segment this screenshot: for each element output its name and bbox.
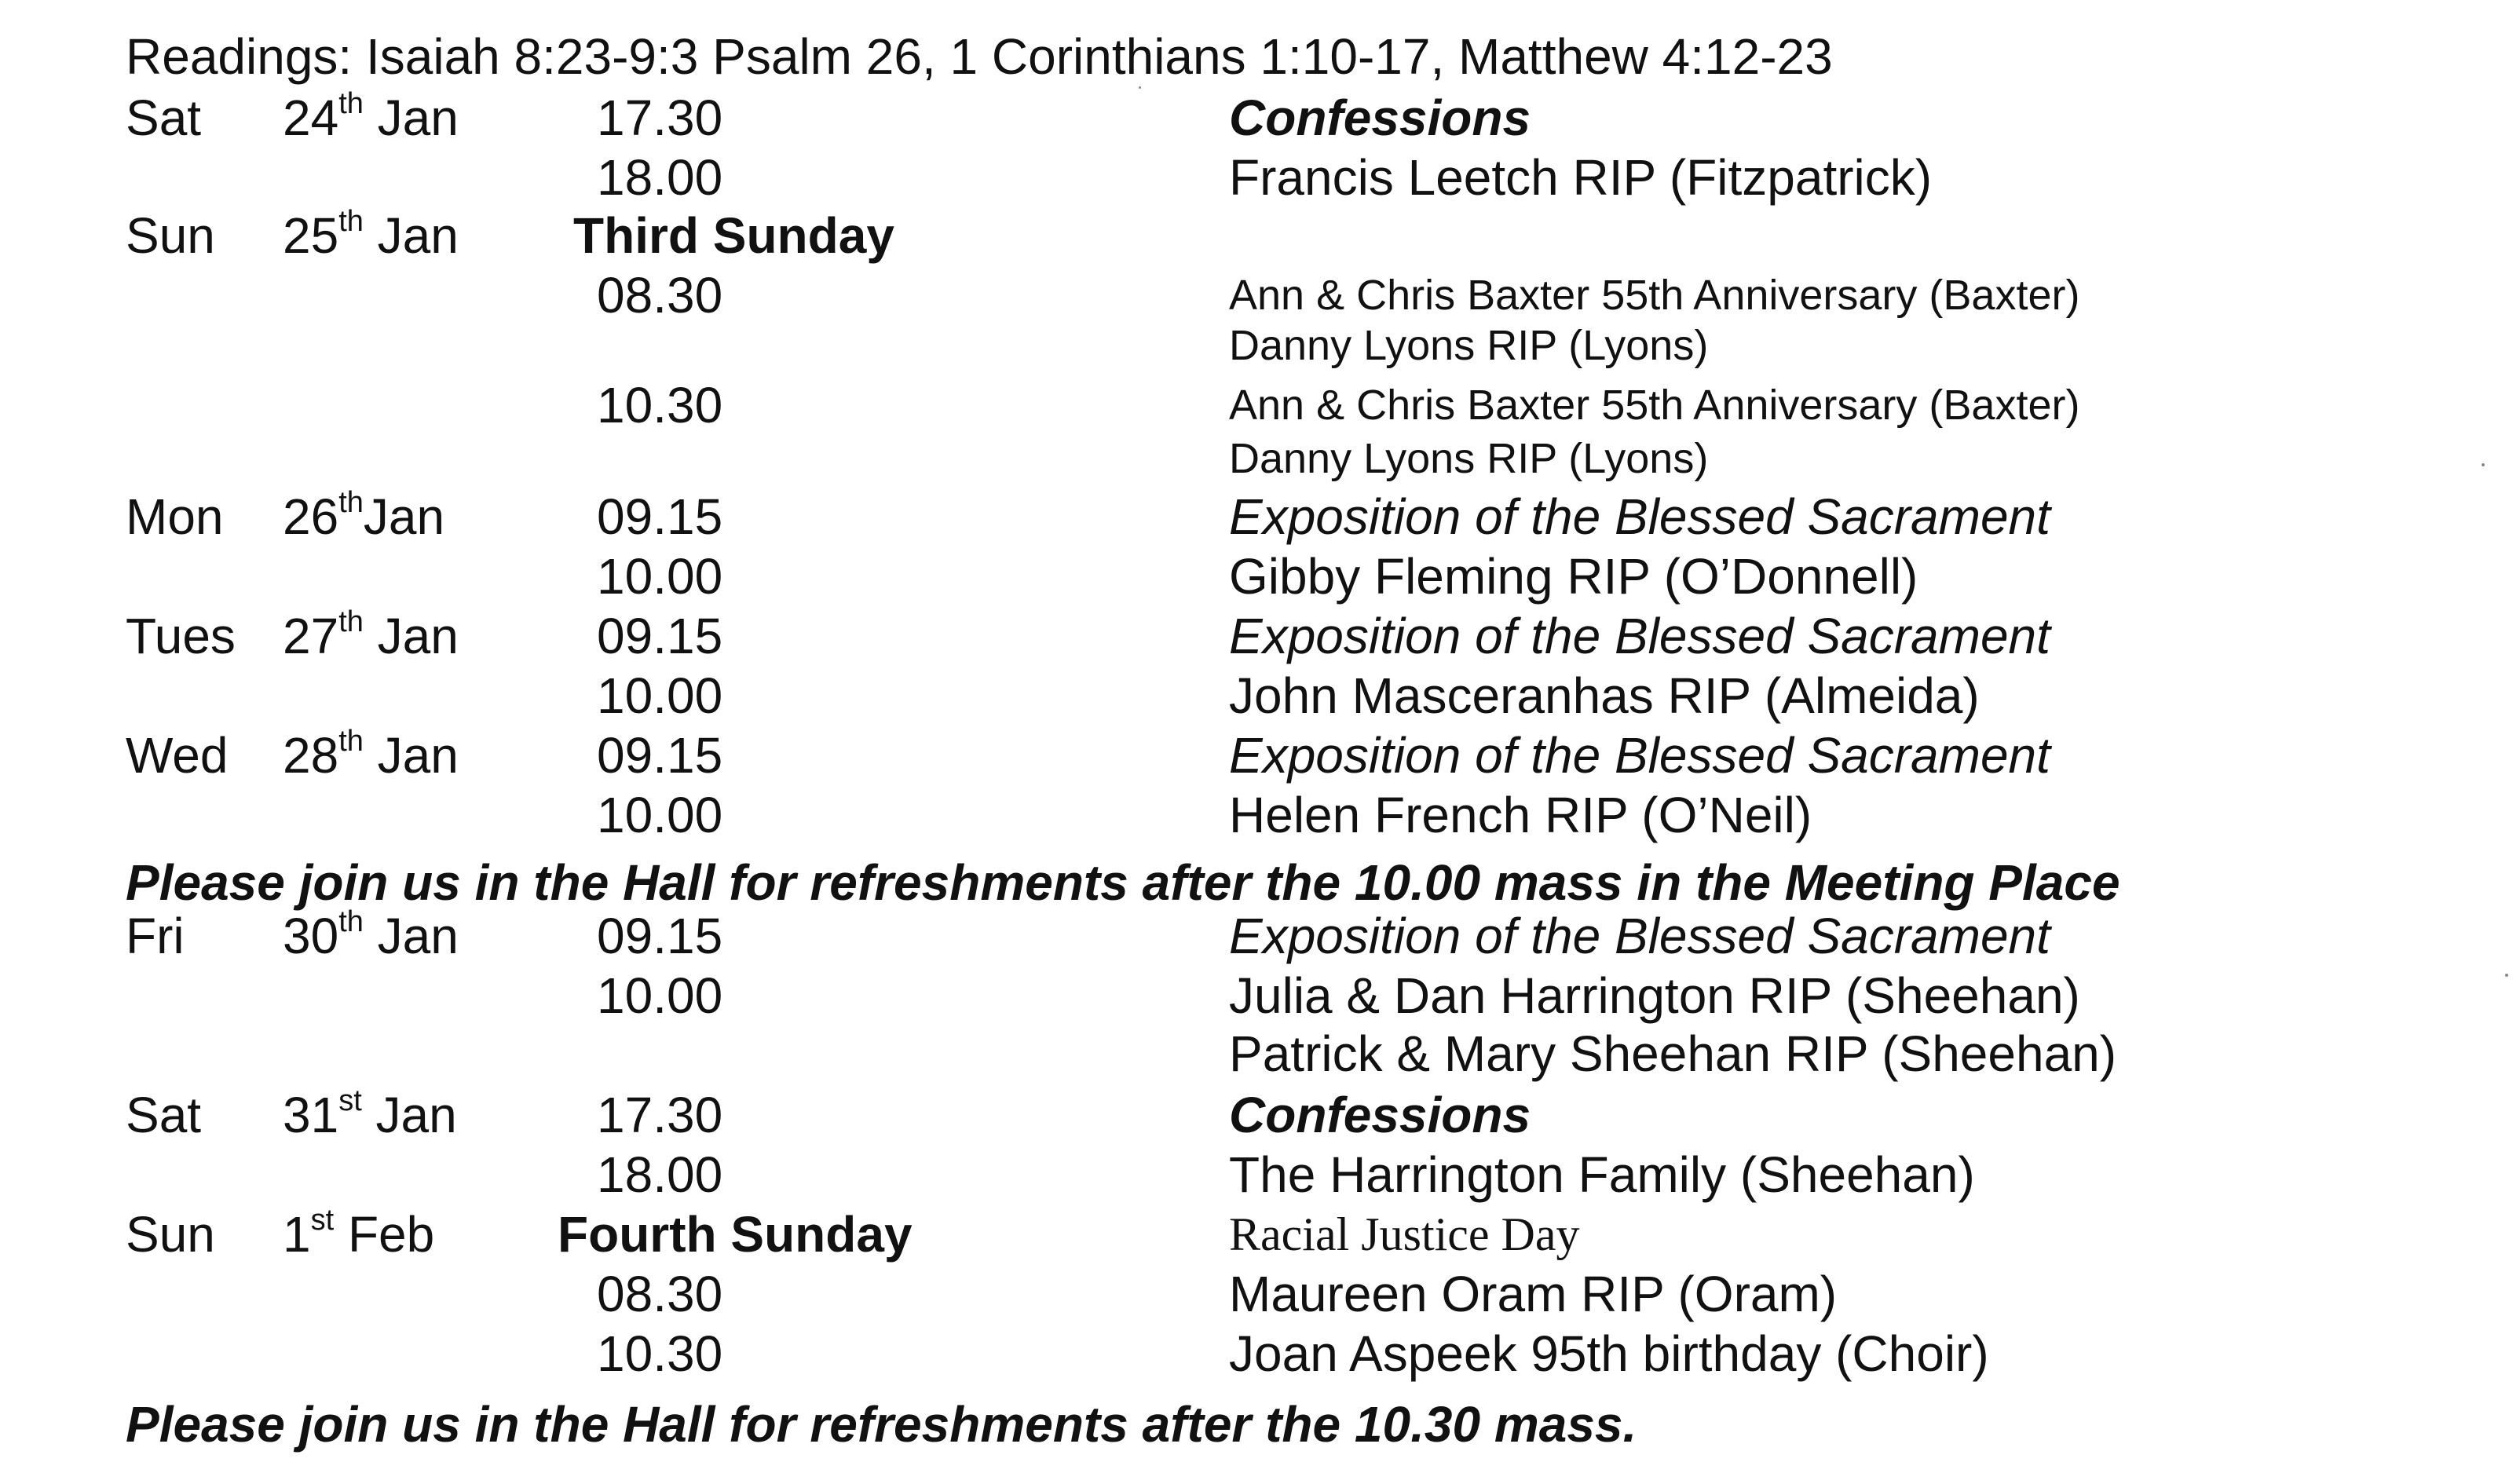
time-label: 17.30 [597, 1087, 723, 1143]
notice-text: Please join us in the Hall for refreshments after the 10.00 mass in the Meeting Place [126, 854, 2120, 911]
scan-speck [2505, 974, 2508, 977]
time-label: 10.00 [597, 667, 723, 724]
service-description: Racial Justice Day [1229, 1208, 1580, 1260]
service-description: Gibby Fleming RIP (O’Donnell) [1229, 548, 1918, 605]
service-description: Exposition of the Blessed Sacrament [1229, 727, 2050, 784]
schedule-row [0, 1203, 2520, 1266]
schedule-row [0, 146, 2520, 209]
service-description: Patrick & Mary Sheehan RIP (Sheehan) [1229, 1025, 2117, 1082]
time-label: 10.30 [597, 1325, 723, 1382]
schedule-row [0, 724, 2520, 787]
time-label: 18.00 [597, 1146, 723, 1203]
service-description: Francis Leetch RIP (Fitzpatrick) [1229, 149, 1933, 206]
readings-text: Readings: Isaiah 8:23-9:3 Psalm 26, 1 Corinthians 1:10-17, Matthew 4:12-23 [126, 28, 1833, 85]
schedule-row [0, 86, 2520, 149]
time-label: 09.15 [597, 727, 723, 784]
time-label: 09.15 [597, 488, 723, 545]
schedule-row [0, 1143, 2520, 1206]
service-description: Exposition of the Blessed Sacrament [1229, 488, 2050, 545]
date-label: 28th Jan [283, 724, 459, 784]
schedule-row [0, 1263, 2520, 1325]
service-description: John Masceranhas RIP (Almeida) [1229, 667, 1980, 724]
date-label: 27th Jan [283, 605, 459, 664]
date-label: 25th Jan [283, 204, 459, 264]
service-description: Ann & Chris Baxter 55th Anniversary (Baxter) [1229, 382, 2080, 429]
service-description: Danny Lyons RIP (Lyons) [1229, 435, 1709, 482]
time-label: 10.00 [597, 787, 723, 843]
service-description: The Harrington Family (Sheehan) [1229, 1146, 1975, 1203]
day-label: Tues [126, 608, 236, 664]
date-label: 1st Feb [283, 1203, 435, 1263]
time-label: 08.30 [597, 267, 723, 323]
service-description: Maureen Oram RIP (Oram) [1229, 1266, 1838, 1322]
day-label: Sat [126, 90, 202, 146]
schedule-row [0, 545, 2520, 608]
service-description: Joan Aspeek 95th birthday (Choir) [1229, 1325, 1989, 1382]
day-label: Fri [126, 908, 185, 964]
refreshments-notice [0, 1393, 2520, 1456]
service-description: Helen French RIP (O’Neil) [1229, 787, 1812, 843]
service-description: Ann & Chris Baxter 55th Anniversary (Baxter) [1229, 272, 2080, 319]
date-label: 26thJan [283, 485, 445, 545]
date-label: 31st Jan [283, 1084, 457, 1143]
schedule-row [0, 1322, 2520, 1385]
date-label: 24th Jan [283, 86, 459, 146]
schedule-row [0, 664, 2520, 727]
service-description: Exposition of the Blessed Sacrament [1229, 608, 2050, 664]
time-label: 10.00 [597, 967, 723, 1024]
time-label: 17.30 [597, 90, 723, 146]
notice-text: Please join us in the Hall for refreshments after the 10.30 mass. [126, 1396, 1637, 1453]
schedule-row [0, 964, 2520, 1027]
readings-row [0, 25, 2520, 88]
schedule-row [0, 485, 2520, 548]
schedule-row [0, 427, 2520, 490]
schedule-row [0, 605, 2520, 667]
day-label: Mon [126, 488, 224, 545]
day-label: Sat [126, 1087, 202, 1143]
day-label: Sun [126, 1206, 215, 1263]
schedule-row [0, 784, 2520, 846]
schedule-row [0, 1084, 2520, 1146]
scan-speck [2482, 463, 2485, 466]
time-label: 09.15 [597, 608, 723, 664]
day-label: Sun [126, 207, 215, 264]
schedule-row [0, 314, 2520, 377]
sunday-heading: Third Sunday [573, 207, 894, 264]
service-description: Julia & Dan Harrington RIP (Sheehan) [1229, 967, 2080, 1024]
service-description: Danny Lyons RIP (Lyons) [1229, 322, 1709, 369]
time-label: 10.30 [597, 377, 723, 433]
schedule-row [0, 204, 2520, 267]
schedule-row [0, 1022, 2520, 1085]
time-label: 10.00 [597, 548, 723, 605]
service-description: Confessions [1229, 90, 1531, 146]
time-label: 18.00 [597, 149, 723, 206]
service-description: Exposition of the Blessed Sacrament [1229, 908, 2050, 964]
schedule-row [0, 905, 2520, 967]
day-label: Wed [126, 727, 229, 784]
service-description: Confessions [1229, 1087, 1531, 1143]
sunday-heading: Fourth Sunday [558, 1206, 913, 1263]
time-label: 09.15 [597, 908, 723, 964]
time-label: 08.30 [597, 1266, 723, 1322]
date-label: 30th Jan [283, 905, 459, 964]
scan-speck [1139, 86, 1141, 89]
